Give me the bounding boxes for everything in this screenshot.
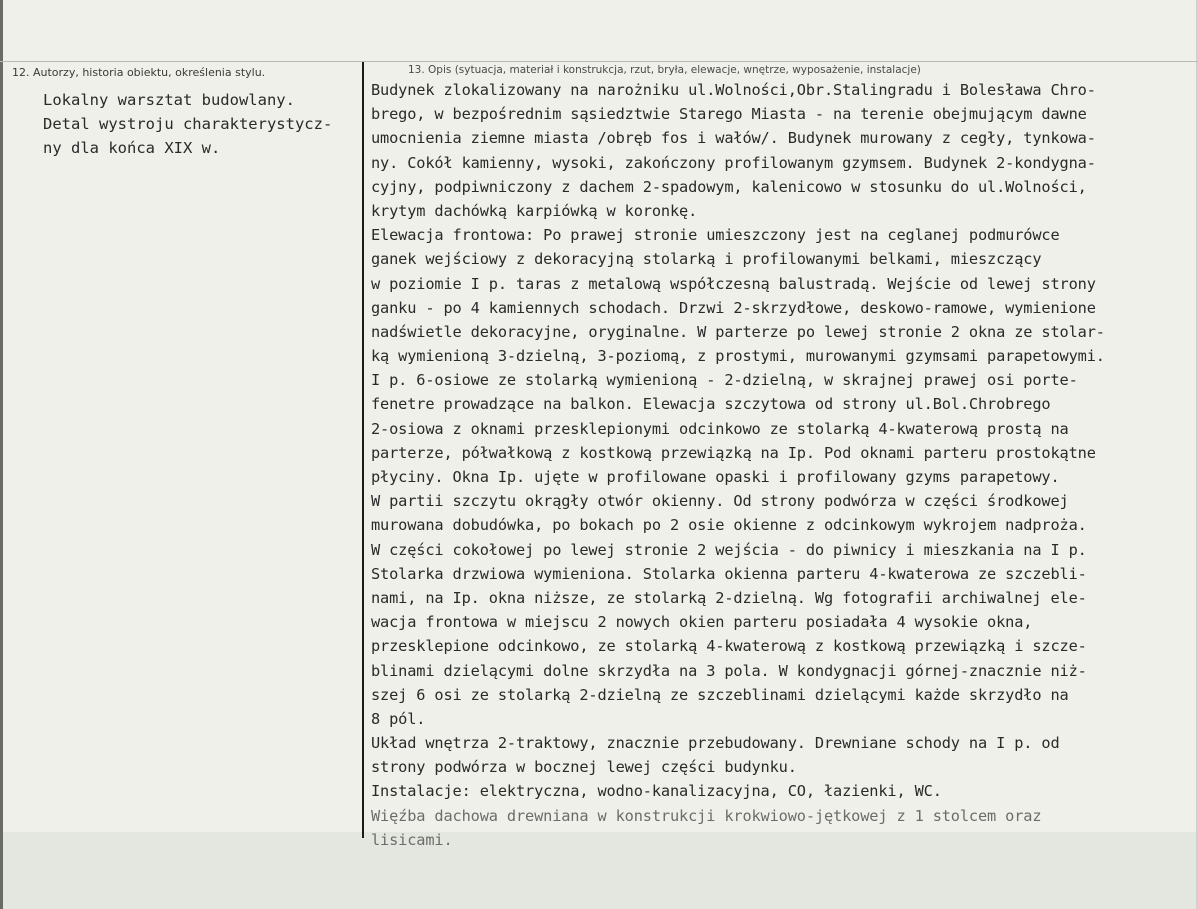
text-line: krytym dachówką karpiówką w koronkę. [371,201,698,220]
text-line: strony podwórza w bocznej lewej części budynku. [371,758,797,777]
text-line: 8 pól. [371,709,426,728]
text-line: ny. Cokół kamienny, wysoki, zakończony profilowanym gzymsem. Budynek 2-kondygna- [371,153,1096,172]
column-divider [362,62,364,838]
text-line: W partii szczytu okrągły otwór okienny. Od strony podwórza w części środkowej [371,492,1069,511]
text-line: przesklepione odcinkowo, ze stolarką 4-kwaterową z kostkową przewiązką i szcze- [371,637,1087,656]
text-line: I p. 6-osiowe ze stolarką wymienioną - 2-dzielną, w skrajnej prawej osi porte- [371,371,1078,390]
text-line: ką wymienioną 3-dzielną, 3-poziomą, z prostymi, murowanymi gzymsami parapetowymi. [371,347,1105,366]
text-line: Detal wystroju charakterystycz- [43,115,333,133]
text-line: Układ wnętrza 2-traktowy, znacznie przebudowany. Drewniane schody na I p. od [371,734,1060,753]
text-line: Budynek zlokalizowany na narożniku ul.Wolności,Obr.Stalingradu i Bolesława Chro- [371,81,1096,99]
text-line: murowana dobudówka, po bokach po 2 osie okienne z odcinkowym wykrojem nadproża. [371,516,1087,535]
text-line: brego, w bezpośrednim sąsiedztwie Starego Miasta - na terenie obejmującym dawne [371,105,1087,124]
text-line: w poziomie I p. taras z metalową współczesną balustradą. Wejście od lewej strony [371,274,1096,293]
text-line: Instalacje: elektryczna, wodno-kanalizacyjna, CO, łazienki, WC. [371,782,942,801]
text-line: parterze, półwałkową z kostkową przewiązką na Ip. Pod oknami parteru prostokątne [371,443,1096,462]
right-column-header: 13. Opis (sytuacja, materiał i konstrukcja, rzut, bryła, elewacje, wnętrze, wyposażenie, instalacje) [408,64,921,76]
text-line: cyjny, podpiwniczony z dachem 2-spadowym, kalenicowo w stosunku do ul.Wolności, [371,177,1087,196]
left-column-header: 12. Autorzy, historia obiektu, określenia stylu. [12,66,266,79]
text-line: lisicami. [371,830,453,849]
header-rule [0,61,1198,62]
text-line: ganku - po 4 kamiennych schodach. Drzwi 2-skrzydłowe, deskowo-ramowe, wymienione [371,298,1096,317]
text-line: umocnienia ziemne miasta /obręb fos i wałów/. Budynek murowany z cegły, tynkowa- [371,129,1096,148]
authors-history-text [43,88,353,160]
description-text [371,78,1196,852]
text-line: W części cokołowej po lewej stronie 2 wejścia - do piwnicy i mieszkania na I p. [371,540,1087,559]
text-line: blinami dzielącymi dolne skrzydła na 3 pola. W kondygnacji górnej-znacznie niż- [371,661,1087,680]
text-line: Elewacja frontowa: Po prawej stronie umieszczony jest na ceglanej podmurówce [371,226,1060,245]
text-line: Więźba dachowa drewniana w konstrukcji krokwiowo-jętkowej z 1 stolcem oraz [371,806,1042,825]
text-line: fenetre prowadzące na balkon. Elewacja szczytowa od strony ul.Bol.Chrobrego [371,395,1051,414]
text-line: 2-osiowa z oknami przesklepionymi odcinkowo ze stolarką 4-kwaterową prostą na [371,419,1069,438]
text-line: Lokalny warsztat budowlany. [43,91,295,109]
text-line: Stolarka drzwiowa wymieniona. Stolarka okienna parteru 4-kwaterowa ze szczebli- [371,564,1087,583]
text-line: ny dla końca XIX w. [43,139,221,157]
text-line: wacja frontowa w miejscu 2 nowych okien parteru posiadała 4 wysokie okna, [371,613,1033,632]
scan-left-edge [0,0,3,909]
text-line: szej 6 osi ze stolarką 2-dzielną ze szczeblinami dzielącymi każde skrzydło na [371,685,1069,704]
text-line: płyciny. Okna Ip. ujęte w profilowane opaski i profilowany gzyms parapetowy. [371,468,1060,486]
text-line: nadświetle dekoracyjne, oryginalne. W parterze po lewej stronie 2 okna ze stolar- [371,322,1105,341]
text-line: ganek wejściowy z dekoracyjną stolarką i profilowanymi belkami, mieszczący [371,250,1042,269]
text-line: nami, na Ip. okna niższe, ze stolarką 2-dzielną. Wg fotografii archiwalnej ele- [371,588,1087,607]
